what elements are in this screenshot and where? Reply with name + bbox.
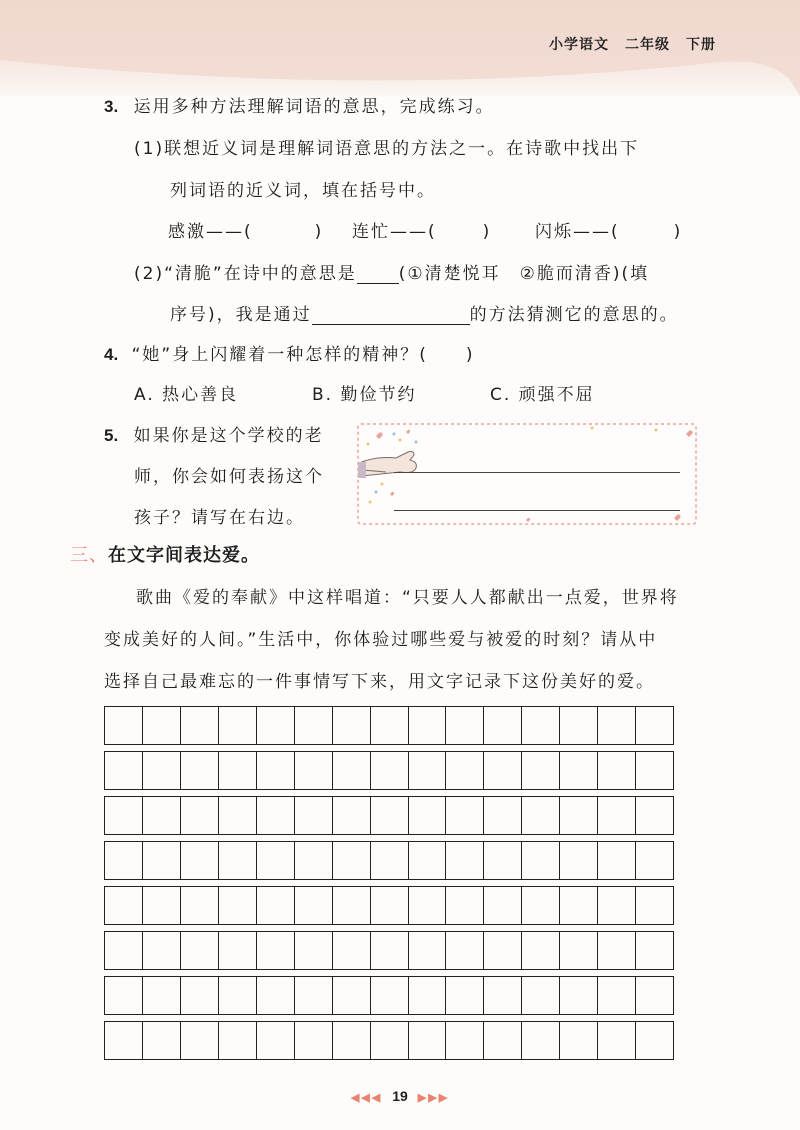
grid-cell[interactable]	[409, 1022, 447, 1059]
grid-cell[interactable]	[522, 932, 560, 969]
q3-part1-line2: 列词语的近义词，填在括号中。	[170, 181, 436, 201]
grid-cell[interactable]	[143, 977, 181, 1014]
grid-cell[interactable]	[560, 842, 598, 879]
close-paren: )	[314, 222, 324, 242]
grid-cell[interactable]	[181, 887, 219, 924]
page-number: 19	[392, 1088, 408, 1104]
grid-row	[104, 796, 674, 835]
grid-cell[interactable]	[522, 842, 560, 879]
grid-cell[interactable]	[219, 1022, 257, 1059]
grid-cell[interactable]	[446, 887, 484, 924]
grid-row	[104, 751, 674, 790]
grid-cell[interactable]	[636, 752, 673, 789]
grid-cell[interactable]	[598, 887, 636, 924]
grid-cell[interactable]	[409, 797, 447, 834]
q3-word-2	[352, 217, 491, 242]
grid-cell[interactable]	[295, 932, 333, 969]
header-subject: 小学语文	[549, 37, 609, 53]
grid-cell[interactable]	[295, 887, 333, 924]
grid-cell[interactable]	[636, 932, 673, 969]
grid-cell[interactable]	[371, 932, 409, 969]
grid-row	[104, 706, 674, 745]
grid-cell[interactable]	[219, 977, 257, 1014]
section-3-para-line3: 选择自己最难忘的一件事情写下来，用文字记录下这份美好的爱。	[104, 672, 655, 692]
grid-cell[interactable]	[333, 752, 371, 789]
grid-cell[interactable]	[484, 752, 522, 789]
grid-cell[interactable]	[257, 932, 295, 969]
grid-cell[interactable]	[598, 977, 636, 1014]
grid-cell[interactable]	[560, 1022, 598, 1059]
grid-cell[interactable]	[446, 932, 484, 969]
grid-cell[interactable]	[371, 1022, 409, 1059]
q4-option-c[interactable]: C. 顽强不屈	[490, 385, 595, 405]
q3-title	[104, 92, 495, 117]
grid-cell[interactable]	[371, 977, 409, 1014]
grid-cell[interactable]	[484, 1022, 522, 1059]
q4-title	[104, 340, 474, 365]
grid-cell[interactable]	[560, 797, 598, 834]
grid-cell[interactable]	[333, 1022, 371, 1059]
grid-cell[interactable]	[219, 887, 257, 924]
grid-cell[interactable]	[598, 842, 636, 879]
q3-word-1	[168, 217, 323, 242]
grid-cell[interactable]	[333, 707, 371, 744]
grid-cell[interactable]	[598, 707, 636, 744]
q5-line2: 师，你会如何表扬这个	[134, 467, 324, 487]
answer-card	[356, 422, 698, 526]
grid-cell[interactable]	[522, 887, 560, 924]
grid-cell[interactable]	[409, 932, 447, 969]
grid-cell[interactable]	[560, 887, 598, 924]
grid-cell[interactable]	[598, 932, 636, 969]
grid-cell[interactable]	[181, 1022, 219, 1059]
q5-number: 5.	[104, 426, 119, 445]
grid-cell[interactable]	[333, 887, 371, 924]
grid-cell[interactable]	[636, 797, 673, 834]
q3-part1-line1: (1)联想近义词是理解词语意思的方法之一。在诗歌中找出下	[134, 139, 640, 159]
q3-part2-text-d: 的方法猜测它的意思的。	[469, 305, 679, 325]
q3-prompt: 运用多种方法理解词语的意思，完成练习。	[133, 97, 495, 117]
grid-cell[interactable]	[257, 707, 295, 744]
q4-prompt: “她”身上闪耀着一种怎样的精神？( )	[131, 345, 475, 365]
grid-cell[interactable]	[598, 1022, 636, 1059]
grid-cell[interactable]	[371, 887, 409, 924]
grid-cell[interactable]	[522, 977, 560, 1014]
card-writing-line-1[interactable]	[394, 472, 680, 473]
grid-cell[interactable]	[560, 707, 598, 744]
q3-word-3	[535, 217, 682, 242]
grid-cell[interactable]	[371, 842, 409, 879]
right-arrows-icon: ▶▶▶	[417, 1092, 450, 1104]
grid-row	[104, 1021, 674, 1060]
grid-cell[interactable]	[257, 797, 295, 834]
grid-cell[interactable]	[105, 1022, 143, 1059]
grid-cell[interactable]	[105, 752, 143, 789]
grid-cell[interactable]	[522, 752, 560, 789]
grid-cell[interactable]	[446, 797, 484, 834]
grid-cell[interactable]	[105, 932, 143, 969]
close-paren: )	[482, 222, 492, 242]
grid-cell[interactable]	[181, 932, 219, 969]
grid-cell[interactable]	[219, 932, 257, 969]
grid-cell[interactable]	[143, 797, 181, 834]
grid-cell[interactable]	[143, 752, 181, 789]
section-3-para-line2: 变成美好的人间。”生活中，你体验过哪些爱与被爱的时刻？请从中	[104, 630, 658, 650]
grid-cell[interactable]	[522, 797, 560, 834]
grid-cell[interactable]	[105, 707, 143, 744]
grid-cell[interactable]	[446, 977, 484, 1014]
grid-cell[interactable]	[371, 752, 409, 789]
q3-part2-text-b: (①清楚悦耳 ②脆而清香)(填	[398, 264, 650, 284]
grid-cell[interactable]	[105, 797, 143, 834]
grid-cell[interactable]	[143, 707, 181, 744]
grid-cell[interactable]	[522, 1022, 560, 1059]
grid-cell[interactable]	[295, 707, 333, 744]
grid-cell[interactable]	[105, 842, 143, 879]
q4-number: 4.	[104, 345, 119, 364]
word-ganji: 感激——(	[168, 222, 253, 242]
grid-cell[interactable]	[484, 707, 522, 744]
grid-cell[interactable]	[257, 752, 295, 789]
close-paren: )	[673, 222, 683, 242]
grid-cell[interactable]	[636, 977, 673, 1014]
grid-cell[interactable]	[446, 1022, 484, 1059]
grid-cell[interactable]	[143, 932, 181, 969]
grid-cell[interactable]	[181, 977, 219, 1014]
grid-cell[interactable]	[484, 797, 522, 834]
section-3-heading	[70, 541, 260, 567]
book-header	[549, 34, 716, 54]
grid-cell[interactable]	[598, 797, 636, 834]
grid-cell[interactable]	[371, 797, 409, 834]
left-arrows-icon: ◀◀◀	[350, 1092, 383, 1104]
grid-cell[interactable]	[181, 752, 219, 789]
grid-cell[interactable]	[105, 977, 143, 1014]
grid-cell[interactable]	[446, 842, 484, 879]
grid-cell[interactable]	[446, 707, 484, 744]
q3-part2-text-a: (2)“清脆”在诗中的意思是	[134, 264, 357, 284]
word-shanshuo: 闪烁——(	[535, 222, 620, 242]
grid-cell[interactable]	[257, 842, 295, 879]
q4-option-b[interactable]: B. 勤俭节约	[312, 385, 417, 405]
grid-cell[interactable]	[484, 842, 522, 879]
card-writing-line-2[interactable]	[394, 510, 680, 511]
grid-cell[interactable]	[446, 752, 484, 789]
grid-cell[interactable]	[333, 932, 371, 969]
grid-cell[interactable]	[484, 887, 522, 924]
grid-cell[interactable]	[181, 797, 219, 834]
grid-cell[interactable]	[219, 797, 257, 834]
q3-part2-text-c: 序号)，我是通过	[170, 305, 312, 325]
grid-row	[104, 976, 674, 1015]
header-volume: 下册	[686, 37, 716, 53]
grid-cell[interactable]	[409, 977, 447, 1014]
grid-cell[interactable]	[295, 752, 333, 789]
grid-cell[interactable]	[295, 842, 333, 879]
grid-cell[interactable]	[295, 1022, 333, 1059]
grid-cell[interactable]	[522, 707, 560, 744]
answer-blank-1[interactable]	[357, 265, 399, 284]
grid-cell[interactable]	[333, 797, 371, 834]
header-grade: 二年级	[625, 37, 670, 53]
grid-cell[interactable]	[409, 752, 447, 789]
grid-cell[interactable]	[219, 842, 257, 879]
grid-cell[interactable]	[295, 797, 333, 834]
grid-cell[interactable]	[143, 887, 181, 924]
page-footer	[0, 1088, 800, 1104]
grid-cell[interactable]	[257, 977, 295, 1014]
q5-line3: 孩子？请写在右边。	[134, 508, 305, 528]
grid-cell[interactable]	[181, 842, 219, 879]
grid-cell[interactable]	[636, 887, 673, 924]
grid-cell[interactable]	[257, 1022, 295, 1059]
q5-line1	[104, 421, 324, 446]
section-3-title: 在文字间表达爱。	[108, 545, 260, 566]
answer-blank-2[interactable]	[312, 306, 470, 325]
grid-cell[interactable]	[181, 707, 219, 744]
grid-cell[interactable]	[409, 707, 447, 744]
grid-cell[interactable]	[371, 707, 409, 744]
grid-cell[interactable]	[219, 707, 257, 744]
grid-cell[interactable]	[105, 887, 143, 924]
grid-row	[104, 931, 674, 970]
grid-row	[104, 886, 674, 925]
grid-cell[interactable]	[560, 977, 598, 1014]
q3-part2-line2	[170, 300, 679, 325]
grid-cell[interactable]	[333, 842, 371, 879]
q3-number: 3.	[104, 97, 119, 116]
grid-cell[interactable]	[409, 842, 447, 879]
section-3-para-line1: 歌曲《爱的奉献》中这样唱道：“只要人人都献出一点爱，世界将	[136, 588, 679, 608]
grid-cell[interactable]	[219, 752, 257, 789]
grid-cell[interactable]	[295, 977, 333, 1014]
grid-cell[interactable]	[143, 1022, 181, 1059]
grid-cell[interactable]	[636, 842, 673, 879]
grid-cell[interactable]	[560, 752, 598, 789]
grid-cell[interactable]	[484, 932, 522, 969]
grid-row	[104, 841, 674, 880]
word-lianmang: 连忙——(	[352, 222, 437, 242]
grid-cell[interactable]	[484, 977, 522, 1014]
q5-text-1: 如果你是这个学校的老	[133, 426, 324, 446]
grid-cell[interactable]	[257, 887, 295, 924]
grid-cell[interactable]	[333, 977, 371, 1014]
grid-cell[interactable]	[636, 1022, 673, 1059]
grid-cell[interactable]	[560, 932, 598, 969]
section-3-number: 三、	[70, 545, 108, 566]
grid-cell[interactable]	[409, 887, 447, 924]
q4-option-a[interactable]: A. 热心善良	[134, 385, 239, 405]
grid-cell[interactable]	[143, 842, 181, 879]
grid-cell[interactable]	[598, 752, 636, 789]
q3-part2-line1	[134, 259, 649, 284]
grid-cell[interactable]	[636, 707, 673, 744]
